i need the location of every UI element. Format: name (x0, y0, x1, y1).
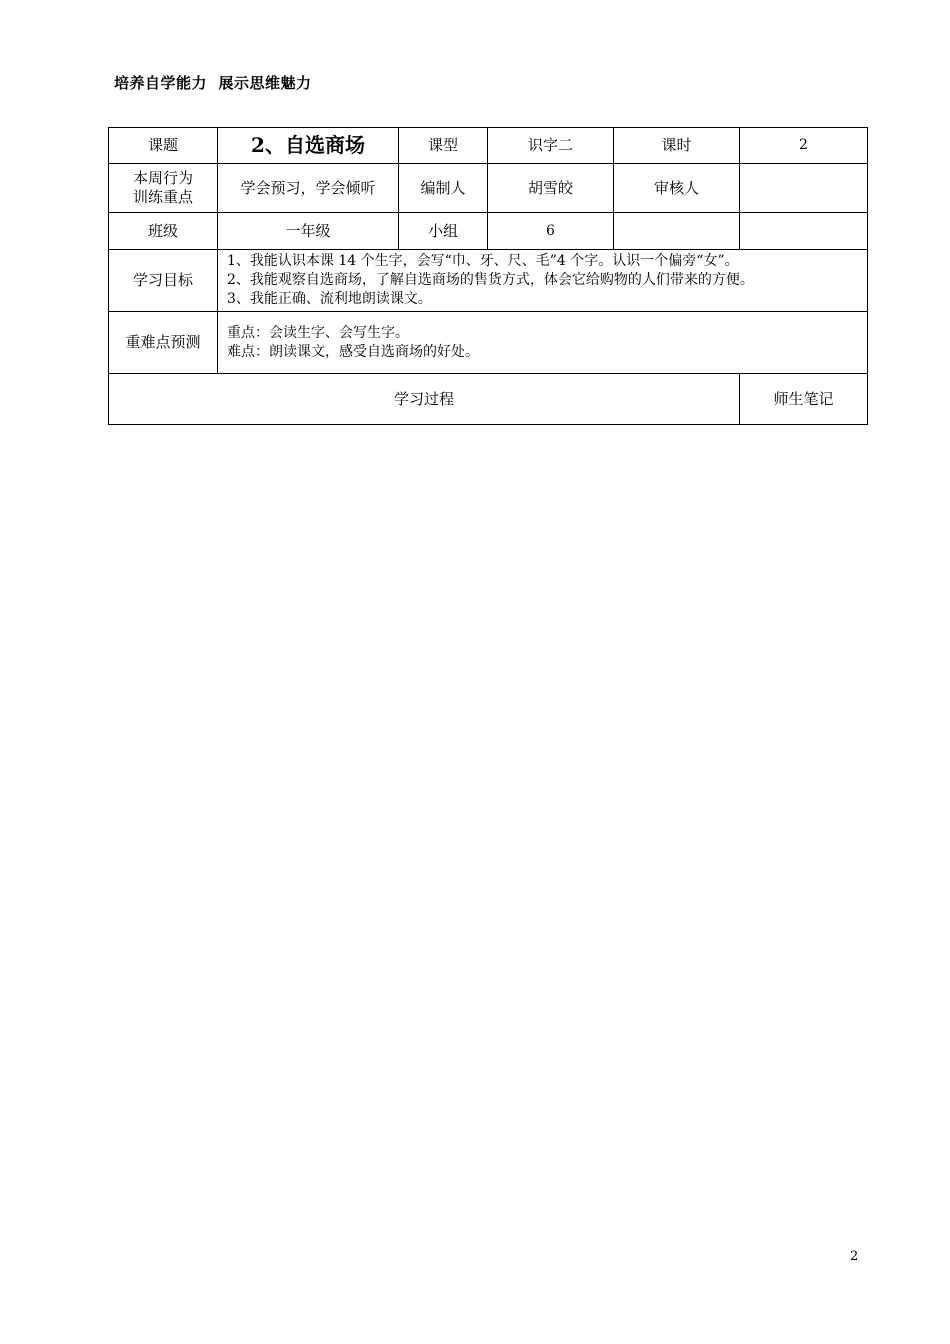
editor-value: 胡雪皎 (488, 164, 614, 213)
table-row-process (109, 374, 868, 425)
learning-goal-item: 3、我能正确、流利地朗读课文。 (227, 291, 432, 307)
period-label: 课时 (614, 128, 740, 164)
empty-cell (740, 213, 868, 250)
learning-process-header: 学习过程 (109, 374, 740, 425)
table-row-topic (109, 128, 868, 164)
class-label: 班级 (109, 213, 218, 250)
key-point-item: 难点：朗读课文，感受自选商场的好处。 (227, 343, 479, 360)
learning-goals-label: 学习目标 (109, 250, 218, 312)
page-number: 2 (850, 1249, 859, 1264)
learning-goal-item: 2、我能观察自选商场，了解自选商场的售货方式，体会它给购物的人们带来的方便。 (227, 272, 754, 288)
weekly-focus-label-line2: 训练重点 (132, 188, 193, 206)
key-points-label: 重难点预测 (109, 312, 218, 374)
table-row-focus (109, 164, 868, 213)
weekly-focus-label (109, 164, 218, 213)
reviewer-label: 审核人 (614, 164, 740, 213)
weekly-focus-value: 学会预习，学会倾听 (218, 164, 399, 213)
lesson-type-label: 课型 (399, 128, 488, 164)
table-row-class (109, 213, 868, 250)
group-label: 小组 (399, 213, 488, 250)
reviewer-value (740, 164, 868, 213)
notes-header: 师生笔记 (740, 374, 868, 425)
key-point-item: 重点：会读生字、会写生字。 (227, 324, 409, 341)
table-row-goals (109, 250, 868, 312)
empty-cell (614, 213, 740, 250)
learning-goal-item: 1、我能认识本课 14 个生字，会写“巾、牙、尺、毛”4 个字。认识一个偏旁“女”。 (227, 253, 739, 269)
period-value: 2 (740, 128, 868, 164)
lesson-type-value: 识字二 (488, 128, 614, 164)
weekly-focus-label-line1: 本周行为 (132, 169, 193, 187)
class-value: 一年级 (218, 213, 399, 250)
page-header-title: 培养自学能力 展示思维魅力 (114, 74, 312, 92)
editor-label: 编制人 (399, 164, 488, 213)
learning-goals-content (218, 250, 868, 312)
key-points-content (218, 312, 868, 374)
lesson-plan-table (108, 127, 868, 425)
topic-label: 课题 (109, 128, 218, 164)
group-value: 6 (488, 213, 614, 250)
topic-value: 2、自选商场 (218, 128, 399, 164)
table-row-key-points (109, 312, 868, 374)
